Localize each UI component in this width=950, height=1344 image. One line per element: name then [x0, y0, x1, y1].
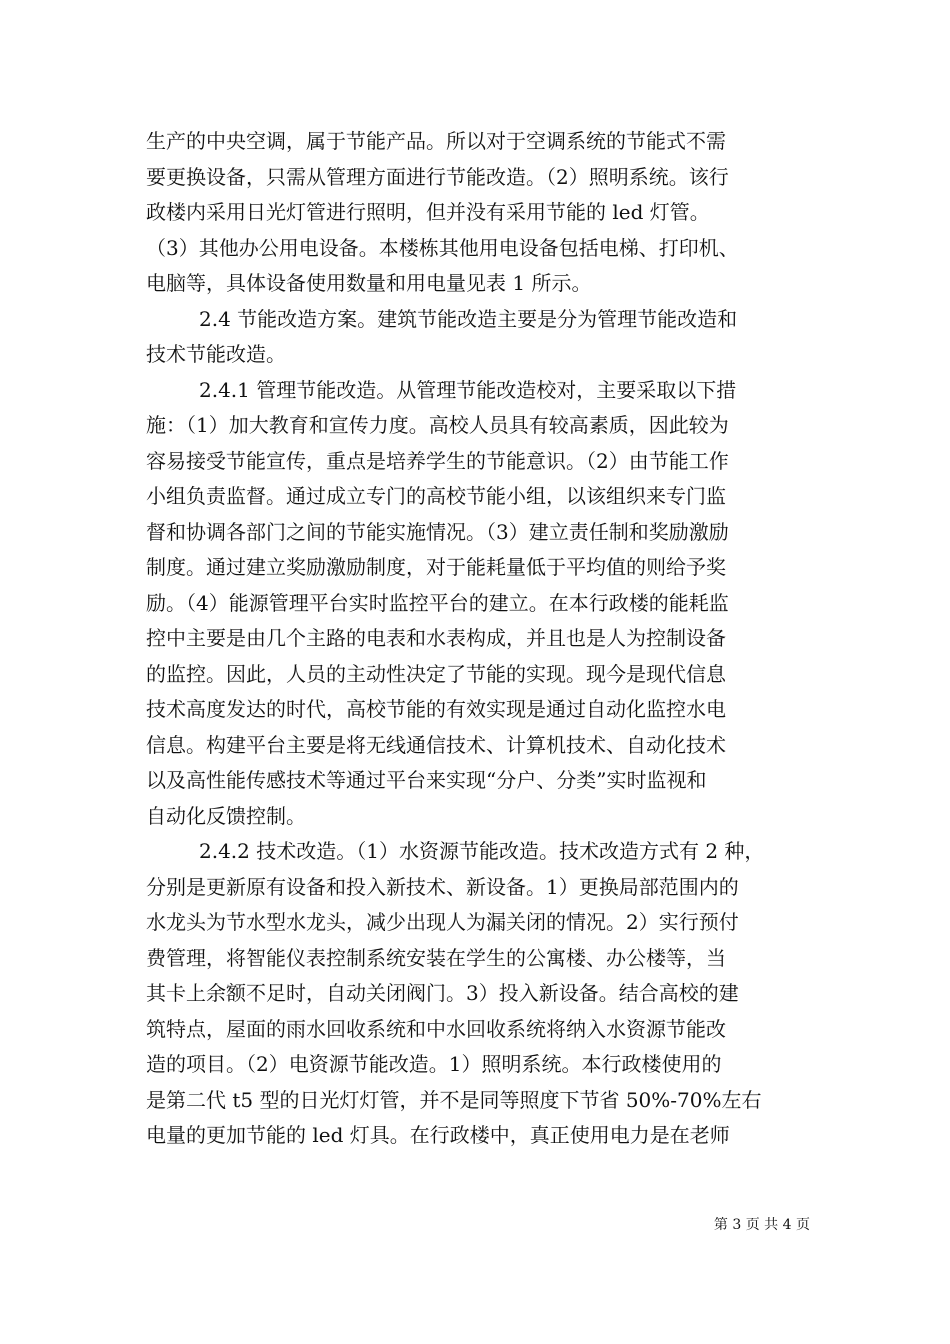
text-line: 造的项目。（2）电资源节能改造。1）照明系统。本行政楼使用的 — [146, 1052, 722, 1076]
text-line: 电量的更加节能的 led 灯具。在行政楼中，真正使用电力是在老师 — [146, 1123, 730, 1147]
text-line: 信息。构建平台主要是将无线通信技术、计算机技术、自动化技术 — [146, 732, 726, 757]
body-text — [146, 124, 806, 1154]
text-line: 其卡上余额不足时，自动关闭阀门。3）投入新设备。结合高校的建 — [146, 981, 739, 1005]
text-line: 筑特点，屋面的雨水回收系统和中水回收系统将纳入水资源节能改 — [146, 1016, 726, 1041]
text-line: 的监控。因此，人员的主动性决定了节能的实现。现今是现代信息 — [146, 661, 726, 686]
text-line: 自动化反馈控制。 — [146, 803, 306, 828]
text-line: 分别是更新原有设备和投入新技术、新设备。1）更换局部范围内的 — [146, 874, 739, 899]
text-line: 电脑等，具体设备使用数量和用电量见表 1 所示。 — [146, 271, 592, 295]
text-line: 技术高度发达的时代，高校节能的有效实现是通过自动化监控水电 — [146, 697, 726, 721]
text-line: 费管理，将智能仪表控制系统安装在学生的公寓楼、办公楼等，当 — [146, 945, 726, 970]
text-line: 水龙头为节水型水龙头，减少出现人为漏关闭的情况。2）实行预付 — [146, 910, 739, 934]
text-line: 是第二代 t5 型的日光灯灯管，并不是同等照度下节省 50%-70%左右 — [146, 1087, 762, 1112]
section-heading-line: 2.4.1 管理节能改造。从管理节能改造校对，主要采取以下措 — [199, 377, 737, 402]
section-heading-line: 2.4 节能改造方案。建筑节能改造主要是分为管理节能改造和 — [199, 306, 738, 331]
text-line: 制度。通过建立奖励激励制度，对于能耗量低于平均值的则给予奖 — [146, 555, 726, 579]
text-line: 督和协调各部门之间的节能实施情况。（3）建立责任制和奖励激励 — [146, 519, 729, 544]
text-line: 技术节能改造。 — [146, 342, 286, 366]
text-line: 以及高性能传感技术等通过平台来实现“分户、分类”实时监视和 — [146, 768, 707, 792]
text-line: 政楼内采用日光灯管进行照明，但并没有采用节能的 led 灯管。 — [146, 200, 710, 224]
page-number: 第 3 页 共 4 页 — [713, 1217, 810, 1233]
text-line: 要更换设备，只需从管理方面进行节能改造。（2）照明系统。该行 — [146, 164, 729, 189]
text-line: 控中主要是由几个主路的电表和水表构成，并且也是人为控制设备 — [146, 626, 726, 650]
text-line: （3）其他办公用电设备。本楼栋其他用电设备包括电梯、打印机、 — [146, 235, 739, 260]
section-heading-line: 2.4.2 技术改造。（1）水资源节能改造。技术改造方式有 2 种， — [199, 839, 765, 863]
text-line: 小组负责监督。通过成立专门的高校节能小组，以该组织来专门监 — [146, 484, 726, 508]
text-line: 容易接受节能宣传，重点是培养学生的节能意识。（2）由节能工作 — [146, 448, 729, 473]
text-line: 生产的中央空调，属于节能产品。所以对于空调系统的节能式不需 — [146, 129, 726, 153]
text-line: 施：（1）加大教育和宣传力度。高校人员具有较高素质，因此较为 — [146, 413, 729, 437]
text-line: 励。（4）能源管理平台实时监控平台的建立。在本行政楼的能耗监 — [146, 590, 729, 615]
